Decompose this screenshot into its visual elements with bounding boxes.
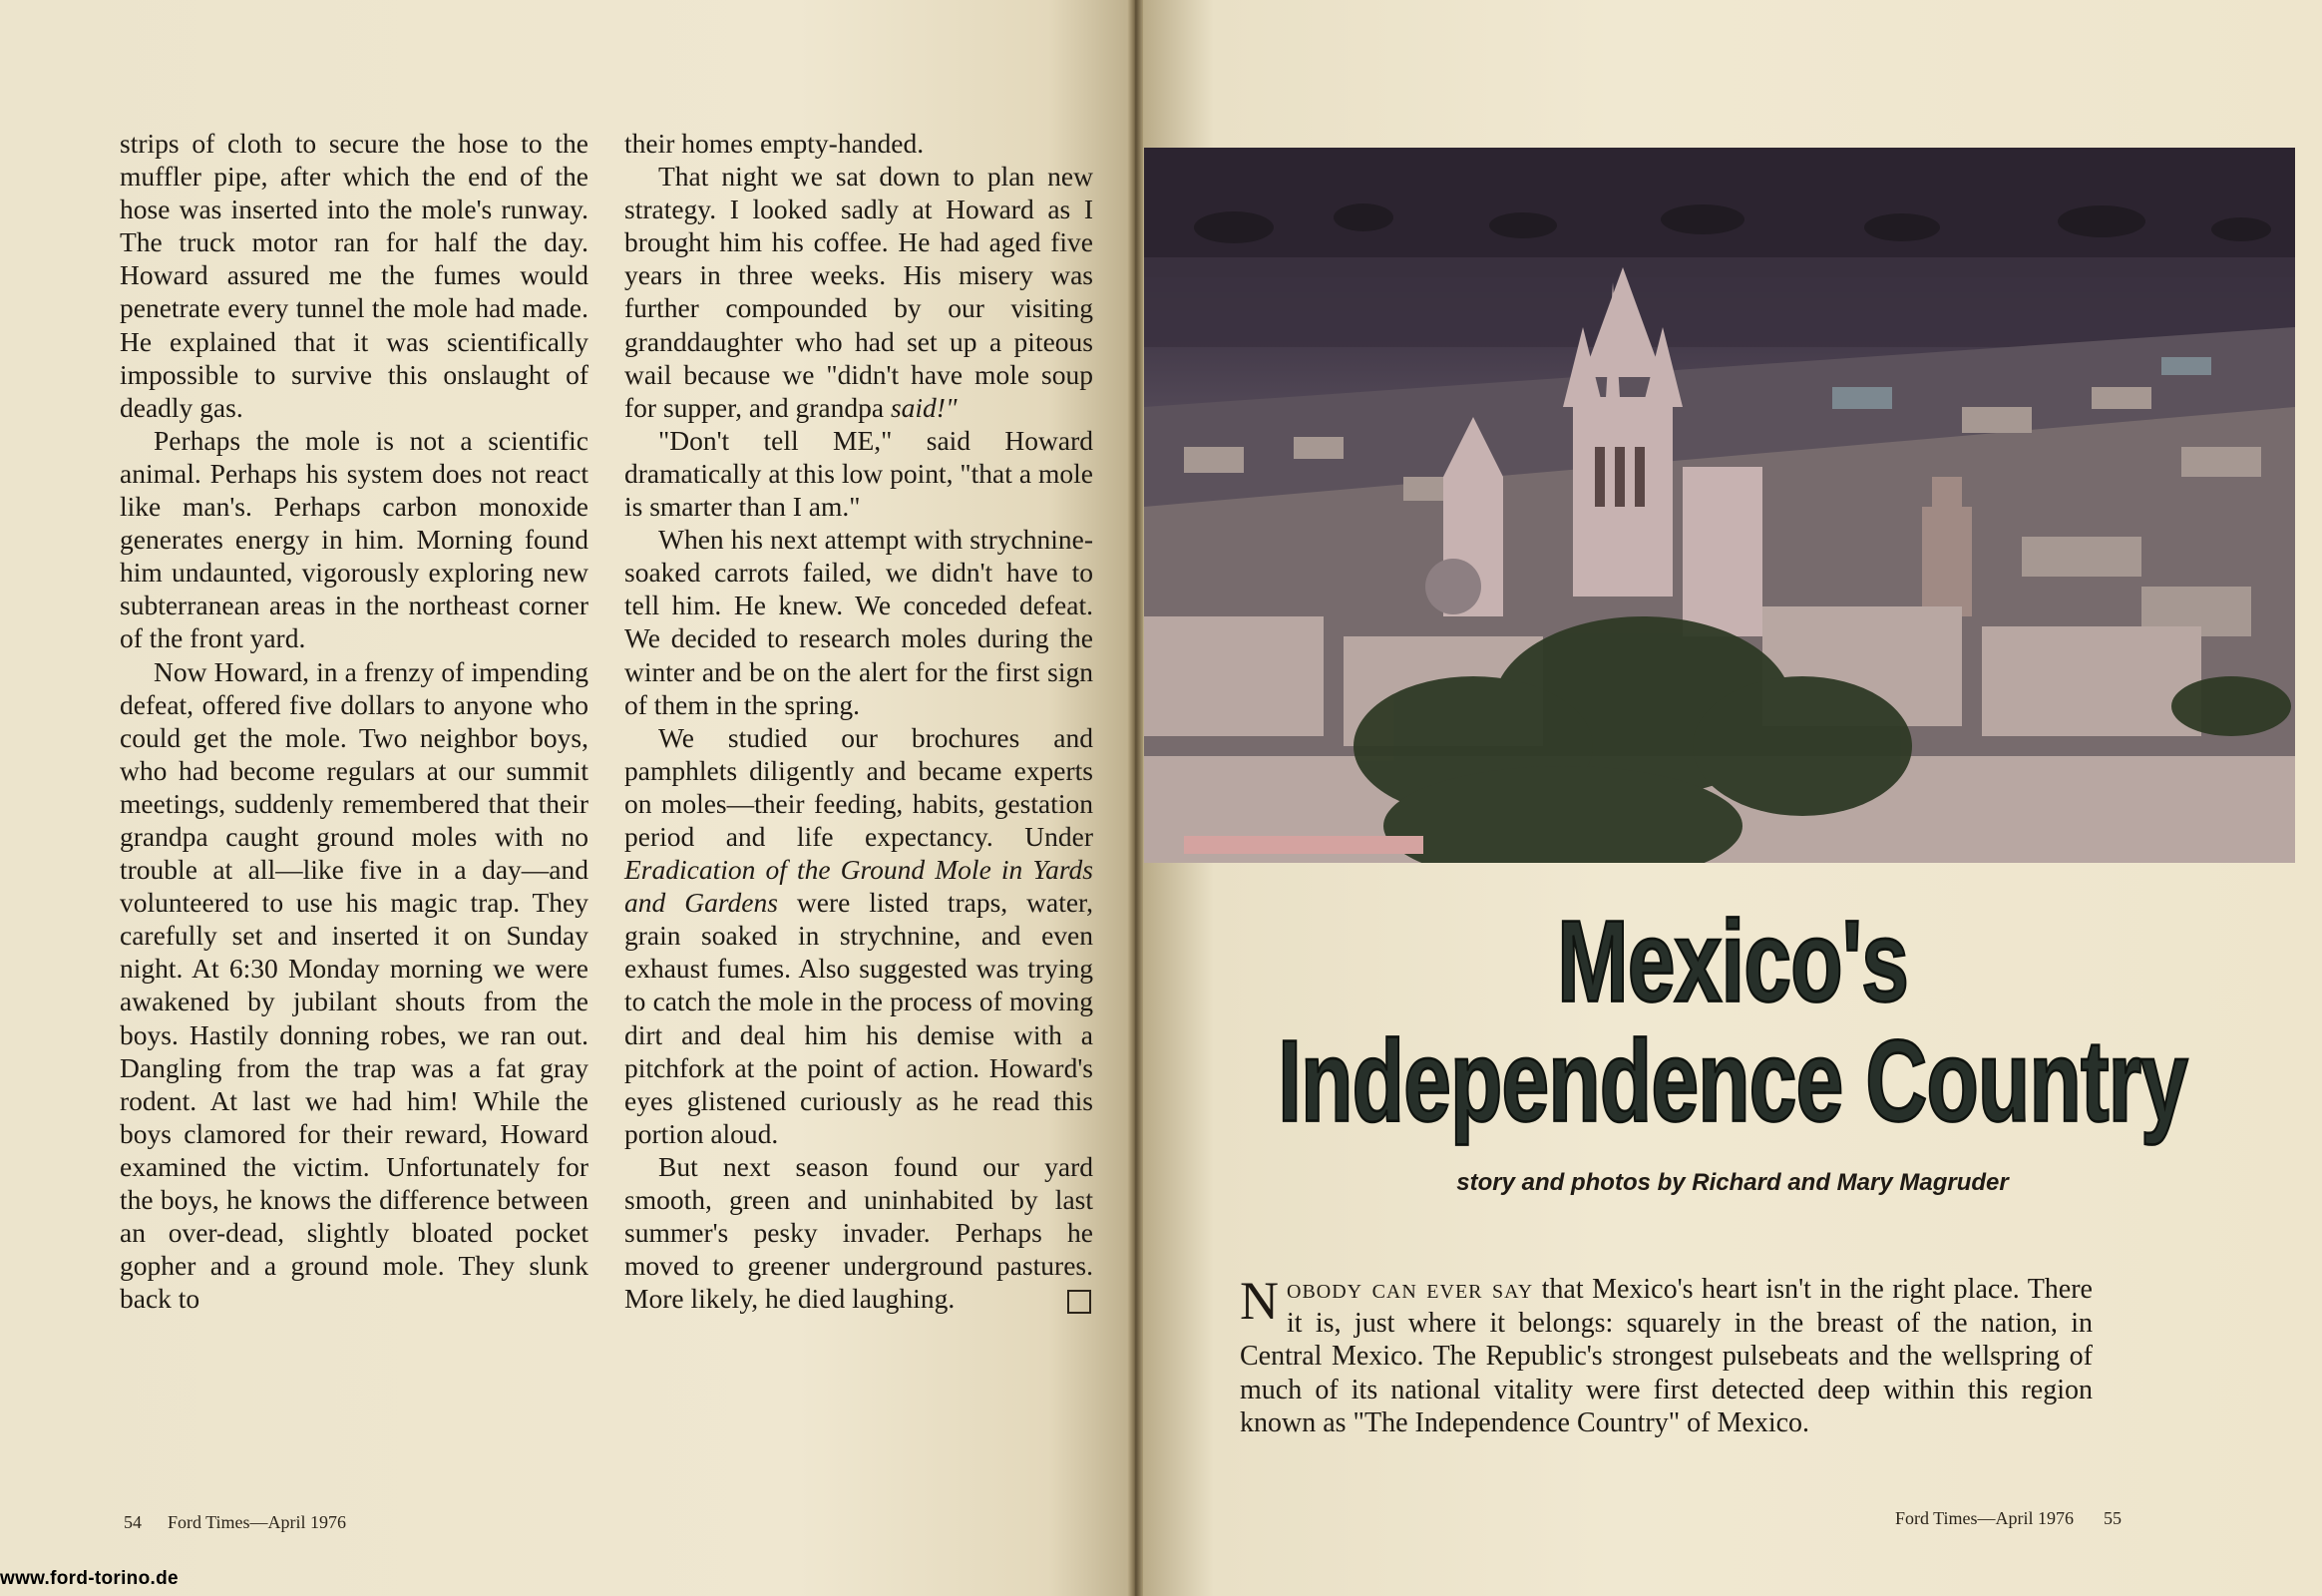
town-photo xyxy=(1144,148,2295,863)
text-run: We studied our brochures and pamphlets diligently and became experts on moles—their feeding, habits, gestation period and life expectancy. Under xyxy=(624,721,1093,852)
paragraph: When his next attempt with strychnine-soaked carrots failed, we didn't have to tell him. He knew. We conceded defeat. We decided to research moles during the winter and be on the alert for the first sign of them in the spring. xyxy=(624,524,1093,720)
italic-text: said!" xyxy=(890,391,958,423)
folio-text: Ford Times—April 1976 xyxy=(168,1512,347,1532)
paragraph xyxy=(624,160,1093,424)
intro-text: that Mexico's heart isn't in the right place. There it is, just where it belongs: squarely in the breast of the nation, in Central Mexico. The Republic's strongest pulsebeats and the wellspring of much of its national vitality were first detected deep within this region known as "The Independence Country" of Mexico. xyxy=(1240,1274,2093,1438)
lead-in-smallcaps: obody can ever say xyxy=(1287,1274,1534,1305)
paragraph: their homes empty-handed. xyxy=(624,128,925,159)
paragraph: strips of cloth to secure the hose to the muffler pipe, after which the end of the hose was inserted into the mole's runway. The truck motor ran for half the day. Howard assured me the fumes would penetrate every tunnel the mole had made. He explained that it was scientifically impossible to survive this onslaught of deadly gas. xyxy=(120,128,588,423)
paragraph xyxy=(624,1150,1093,1315)
headline-line-2: Independence Country xyxy=(1278,1016,2187,1146)
article-column-1 xyxy=(120,127,588,1315)
paragraph xyxy=(624,721,1093,1150)
intro-paragraph xyxy=(1240,1273,2093,1440)
cathedral-town-illustration xyxy=(1144,148,2295,863)
watermark: www.ford-torino.de xyxy=(0,1568,179,1589)
end-mark-icon xyxy=(1067,1290,1091,1314)
paragraph: Perhaps the mole is not a scientific animal. Perhaps his system does not react like man's. Perhaps carbon monoxide generates energy in him. Morning found him undaunted, vigorously exploring new subterranean areas in the northeast corner of the front yard. xyxy=(120,424,588,654)
text-run: That night we sat down to plan new strategy. I looked sadly at Howard as I brought him his coffee. He had aged five years in three weeks. His misery was further compounded by our visiting granddaughter who had set up a piteous wail because we "didn't have mole soup for supper, and grandpa xyxy=(624,161,1093,423)
folio-left xyxy=(124,1512,346,1533)
binding-gutter xyxy=(1127,0,1143,1596)
folio-text: Ford Times—April 1976 xyxy=(1895,1508,2075,1528)
text-run: were listed traps, water, grain soaked in strychnine, and even exhaust fumes. Also suggested was trying to catch the mole in the process of moving dirt and deal him his demise with a pitchfork at the point of action. Howard's eyes glistened curiously as he read this portion aloud. xyxy=(624,887,1093,1149)
page-number: 55 xyxy=(2104,1508,2123,1528)
book-title: Eradication of the Ground Mole in Yards and Gardens xyxy=(624,854,1093,919)
paragraph: "Don't tell ME," said Howard dramatically at this low point, "that a mole is smarter than I am." xyxy=(624,424,1093,523)
text-run: But next season found our yard smooth, green and uninhabited by last summer's pesky invader. Perhaps he moved to greener underground pastures. More likely, he died laughing. xyxy=(624,1150,1093,1315)
folio-right xyxy=(1895,1508,2122,1529)
paragraph: Now Howard, in a frenzy of impending defeat, offered five dollars to anyone who could get the mole. Two neighbor boys, who had become regulars at our summit meetings, suddenly remembered that their grandpa caught ground moles with no trouble at all—like five in a day—and volunteered to use his magic trap. They carefully set and inserted it on Sunday night. At 6:30 Monday morning we were awakened by jubilant shouts from the boys. Hastily donning robes, we ran out. Dangling from the trap was a fat gray rodent. At last we had him! While the boys clamored for their reward, Howard examined the victim. Unfortunately for the boys, he knows the difference between an over-dead, slightly bloated pocket gopher and a ground mole. They slunk back to xyxy=(120,655,588,1315)
drop-cap: N xyxy=(1240,1271,1279,1331)
page-number: 54 xyxy=(124,1512,142,1532)
article-column-2 xyxy=(624,127,1093,1315)
byline: story and photos by Richard and Mary Magruder xyxy=(1456,1169,2009,1196)
headline-line-1: Mexico's xyxy=(1557,897,1908,1026)
